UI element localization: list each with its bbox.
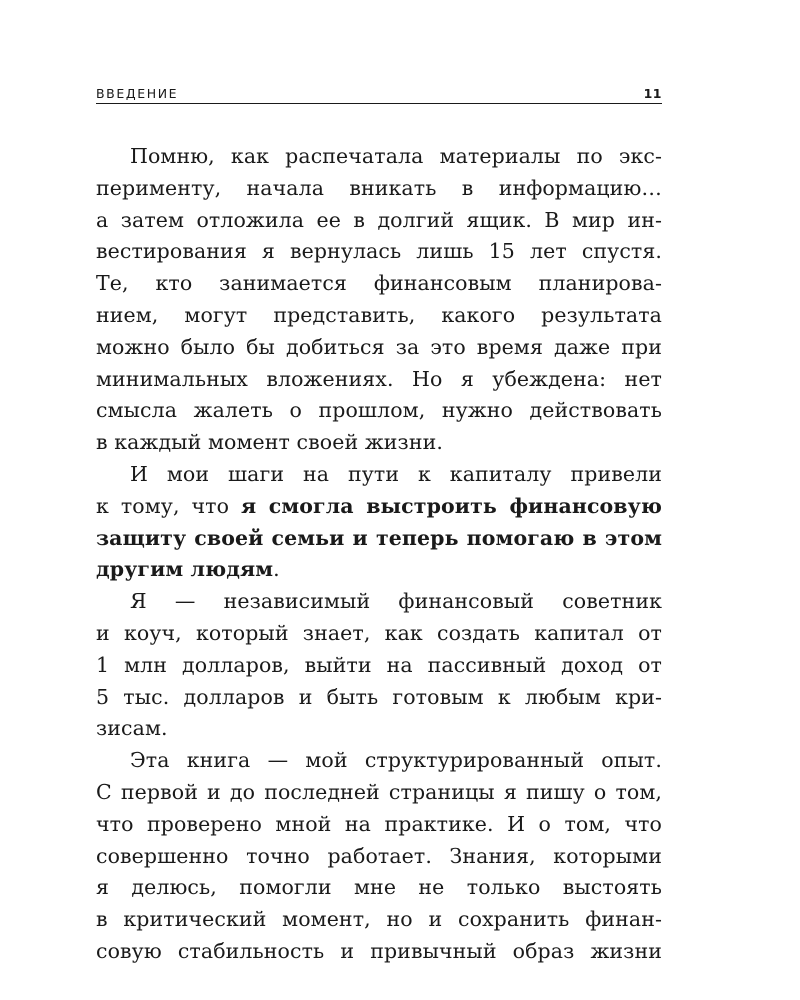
text-line [96,491,662,523]
text-line: зисам. [96,716,168,741]
text-line: минимальных вложениях. Но я убеждена: нет [96,366,662,391]
body-text [96,141,662,968]
text-line: перименту, начала вникать в информацию… [96,175,662,200]
plain-text: . [273,557,280,582]
text-line: С первой и до последней страницы я пишу о том, [96,779,662,804]
bold-text: другим людям [96,557,274,582]
text-line: 5 тыс. долларов и быть готовым к любым кри- [96,684,662,709]
plain-text: к тому, что [96,493,241,518]
text-line: в каждый момент своей жизни. [96,430,443,455]
paragraph-4 [96,745,662,968]
text-line: 1 млн долларов, выйти на пассивный доход от [96,652,662,677]
running-head [96,84,662,103]
bold-text: защиту своей семьи и теперь помогаю в этом [96,525,662,550]
text-line: в критический момент, но и сохранить финан- [96,907,662,932]
text-line: Эта книга — мой структурированный опыт. [130,748,662,773]
text-line: И мои шаги на пути к капиталу привели [130,461,662,486]
page-number: 11 [643,86,662,101]
text-line: Помню, как распечатала материалы по экс- [130,144,662,168]
header-rule [96,103,662,104]
text-line: совершенно точно работает. Знания, которыми [96,843,662,868]
bold-text: я смогла выстроить финансовую [240,493,662,518]
text-line: я делюсь, помогли мне не только выстоять [96,875,662,900]
text-line [96,523,662,555]
paragraph-3 [96,586,662,745]
text-line: Я — независимый финансовый советник [130,589,662,614]
text-line: Те, кто занимается финансовым планирова- [96,271,662,296]
text-line: и коуч, который знает, как создать капитал от [96,620,662,645]
text-line: смысла жалеть о прошлом, нужно действовать [96,398,662,423]
text-line: можно было бы добиться за это время даже при [96,334,662,359]
paragraph-2 [96,459,662,586]
section-title: ВВЕДЕНИЕ [96,86,179,101]
text-line: вестирования я вернулась лишь 15 лет спустя. [96,239,662,264]
text-line [96,554,662,586]
paragraph-1 [96,141,662,459]
text-line: нием, могут представить, какого результата [96,302,662,327]
text-line: совую стабильность и привычный образ жизни [96,938,662,963]
text-line: а затем отложила ее в долгий ящик. В мир ин- [96,207,662,232]
text-line: что проверено мной на практике. И о том, что [96,811,662,836]
